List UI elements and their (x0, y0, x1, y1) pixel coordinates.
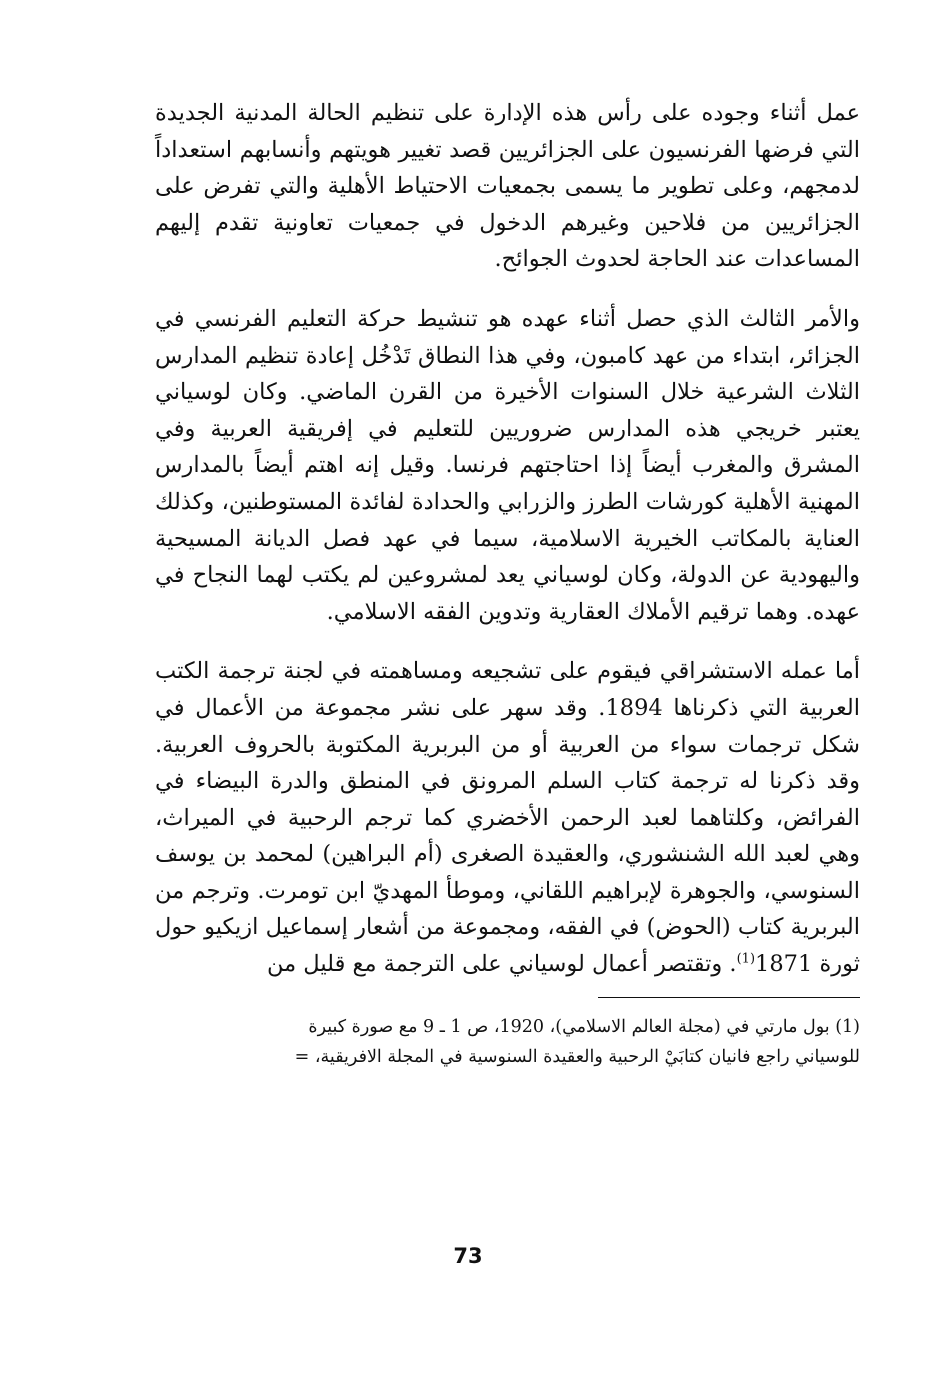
footnote-line-2: للوسياني راجع فانيان كتابَيْ الرحبية والعقيدة السنوسية في المجلة الافريقية، = (294, 1046, 860, 1067)
paragraph-1: عمل أثناء وجوده على رأس هذه الإدارة على تنظيم الحالة المدنية الجديدة التي فرضها الفرنسيون على الجزائريين قصد تغيير هويتهم وأنسابهم استعداداً لدمجهم، وعلى تطوير ما يسمى بجمعيات الاحتياط الأهلية والتي تفرض على الجزائريين من فلاحين وغيرهم الدخول في جمعيات تعاونية تقدم إليهم المساعدات عند الحاجة لحدوث الجوائح. (155, 100, 860, 273)
footnotes (155, 1012, 860, 1072)
paragraph-3 (155, 653, 860, 982)
footnote-reference[interactable]: (1) (736, 951, 756, 967)
paragraph-3-tail: . وتقتصر أعمال لوسياني على الترجمة مع قليل من (266, 951, 737, 978)
footnote-separator (598, 997, 860, 998)
paragraph-3-body: أما عمله الاستشراقي فيقوم على تشجيعه ومساهمته في لجنة ترجمة الكتب العربية التي ذكرناها 1894. وقد سهر على نشر مجموعة من الأعمال في شكل ترجمات سواء من العربية أو من البربرية المكتوبة بالحروف العربية. وقد ذكرنا له ترجمة كتاب السلم المرونق في المنطق والدرة البيضاء في الفرائض، وكلتاهما لعبد الرحمن الأخضري كما ترجم الرحبية في الميراث، وهي لعبد الله الشنشوري، والعقيدة الصغرى (أم البراهين) لمحمد بن يوسف السنوسي، والجوهرة لإبراهيم اللقاني، وموطأ المهديّ ابن تومرت. وترجم من البربرية كتاب (الحوض) في الفقه، ومجموعة من أشعار إسماعيل ازيكيو حول ثورة 1871 (155, 658, 860, 978)
paragraph-2: والأمر الثالث الذي حصل أثناء عهده هو تنشيط حركة التعليم الفرنسي في الجزائر، ابتداء من عهد كامبون، وفي هذا النطاق تَدْخُل إعادة تنظيم المدارس الثلاث الشرعية خلال السنوات الأخيرة من القرن الماضي. وكان لوسياني يعتبر خريجي هذه المدارس ضروريين للتعليم في إفريقية العربية وفي المشرق والمغرب أيضاً إذا احتاجتهم فرنسا. وقيل إنه اهتم أيضاً بالمدارس المهنية الأهلية كورشات الطرز والزرابي والحدادة لفائدة المستوطنين، وكذلك العناية بالمكاتب الخيرية الاسلامية، سيما في عهد فصل الديانة المسيحية واليهودية عن الدولة، وكان لوسياني يعد لمشروعين لم يكتب لهما النجاح في عهده. وهما ترقيم الأملاك العقارية وتدوين الفقه الاسلامي. (155, 305, 860, 625)
page-number: 73 (453, 1244, 483, 1268)
page-body (155, 95, 860, 1072)
footnote-line-1: (1) بول مارتي في (مجلة العالم الاسلامي)، 1920، ص 1 ـ 9 مع صورة كبيرة (308, 1016, 860, 1037)
